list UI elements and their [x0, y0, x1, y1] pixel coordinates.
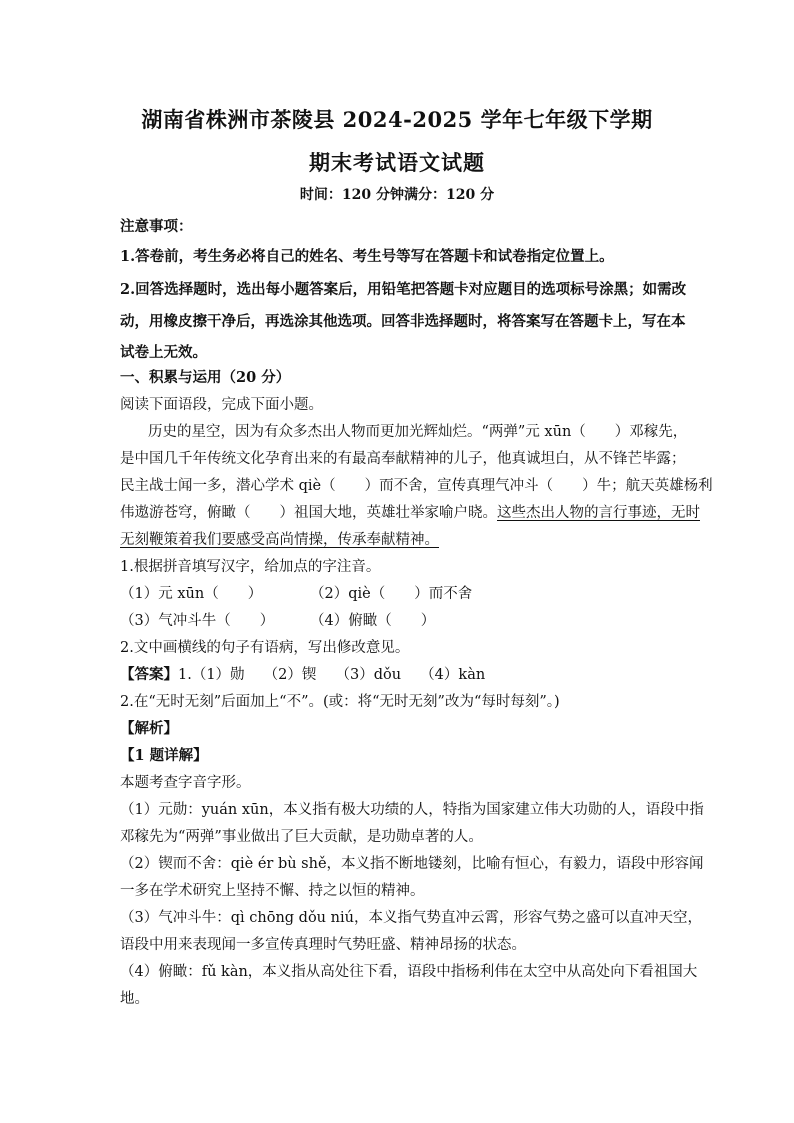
detail-label: 【1 题详解】	[120, 747, 208, 764]
passage-text: 伟遨游苍穹，俯瞰（ ）祖国大地，英雄壮举家喻户晓。	[120, 505, 497, 521]
section-heading: 一、积累与运用（20 分）	[120, 369, 291, 386]
exam-meta: 时间：120 分钟满分：120 分	[299, 187, 495, 203]
detail-1-line-1: （1）元勋：yuán xūn，本义指有极大功绩的人，特指为国家建立伟大功勋的人，语段中指	[120, 802, 704, 818]
passage-line: 是中国几千年传统文化孕育出来的有最高奉献精神的儿子，他真诚坦白，从不锋芒毕露；	[120, 451, 686, 467]
detail-4-line-1: （4）俯瞰：fǔ kàn，本义指从高处往下看，语段中指杨利伟在太空中从高处向下看祖国大	[120, 964, 698, 980]
answer-line	[120, 664, 485, 686]
analysis-label: 【解析】	[120, 720, 178, 737]
detail-1-line-2: 邓稼先为“两弹”事业做出了巨大贡献，是功勋卓著的人。	[120, 829, 483, 845]
question-1-b: （2）qiè（ ）而不舍	[310, 586, 473, 602]
notes-item-2-line-1: 2.回答选择题时，选出每小题答案后，用铅笔把答题卡对应题目的选项标号涂黑；如需改	[120, 281, 687, 298]
answer-label: 【答案】	[120, 666, 178, 683]
notes-item-2-line-2: 动，用橡皮擦干净后，再选涂其他选项。回答非选择题时，将答案写在答题卡上，写在本	[120, 313, 686, 330]
detail-intro: 本题考查字音字形。	[120, 775, 251, 791]
question-2: 2.文中画横线的句子有语病，写出修改意见。	[120, 640, 410, 656]
detail-3-line-1: （3）气冲斗牛：qì chōng dǒu niú，本义指气势直冲云霄，形容气势之盛可以直冲天空，	[120, 910, 702, 926]
instruction: 阅读下面语段，完成下面小题。	[120, 397, 323, 413]
detail-4-line-2: 地。	[120, 991, 149, 1007]
page-title: 湖南省株洲市茶陵县 2024-2025 学年七年级下学期	[141, 107, 653, 132]
detail-3-line-2: 语段中用来表现闻一多宣传真理时气势旺盛、精神昂扬的状态。	[120, 937, 526, 953]
notes-heading: 注意事项：	[120, 218, 193, 235]
notes-item-2-line-3: 试卷上无效。	[120, 344, 207, 361]
passage-line: 历史的星空，因为有众多杰出人物而更加光辉灿烂。“两弹”元 xūn（ ）邓稼先，	[148, 424, 688, 440]
passage-line: 民主战士闻一多，潜心学术 qiè（ ）而不舍，宣传真理气冲斗（ ）牛；航天英雄杨利	[120, 478, 713, 494]
detail-2-line-1: （2）锲而不舍：qiè ér bù shě，本义指不断地镂刻，比喻有恒心，有毅力，语段中形容闻	[120, 856, 704, 872]
page-subtitle: 期末考试语文试题	[309, 150, 485, 175]
question-1-d: （4）俯瞰（ ）	[310, 613, 436, 629]
underlined-sentence: 这些杰出人物的言行事迹，无时	[497, 505, 700, 521]
question-1-a: （1）元 xūn（ ）	[120, 586, 263, 602]
question-1: 1.根据拼音填写汉字，给加点的字注音。	[120, 559, 381, 575]
notes-item-1: 1.答卷前，考生务必将自己的姓名、考生号等写在答题卡和试卷指定位置上。	[120, 248, 614, 265]
answer-text: 1.（1）勋 （2）锲 （3）dǒu （4）kàn	[178, 667, 486, 683]
question-1-c: （3）气冲斗牛（ ）	[120, 613, 275, 629]
underlined-sentence: 无刻鞭策着我们要感受高尚情操，传承奉献精神。	[120, 532, 439, 548]
passage-line-4	[120, 502, 700, 524]
detail-2-line-2: 一多在学术研究上坚持不懈、持之以恒的精神。	[120, 883, 425, 899]
answer-2: 2.在“无时无刻”后面加上“不”。(或：将“无时无刻”改为“每时每刻”。)	[120, 694, 560, 710]
